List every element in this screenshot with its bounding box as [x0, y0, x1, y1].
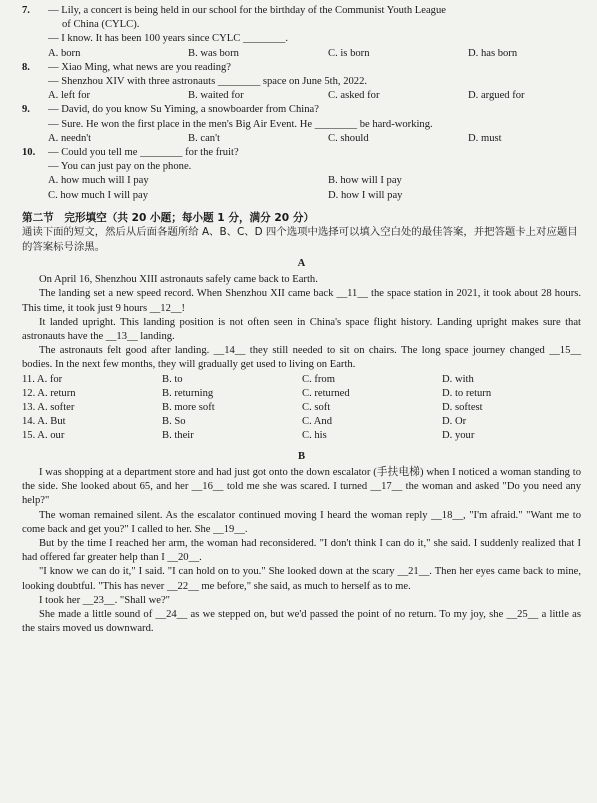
option[interactable]: 13. A. softer [22, 402, 75, 414]
option[interactable]: B. to [162, 373, 183, 385]
question-9 [22, 103, 581, 146]
options [22, 174, 581, 202]
passage-a-label: A [297, 258, 306, 270]
question-number: 9. [22, 104, 30, 116]
option[interactable]: 11. A. for [22, 373, 63, 385]
option[interactable]: B. So [162, 416, 186, 428]
option-b[interactable]: B. was born [188, 47, 239, 59]
option[interactable]: B. their [162, 430, 194, 442]
option[interactable]: D. to return [442, 387, 492, 399]
paragraph: I took her __23__. "Shall we?" [38, 594, 170, 606]
paragraph: It landed upright. This landing position is not often seen in China's space flight history. Landing upright makes sure that astronauts have the __13__ landing. [22, 316, 581, 343]
option[interactable]: C. And [302, 416, 333, 428]
option-d[interactable]: D. how I will pay [328, 189, 403, 201]
option-b[interactable]: B. how will I pay [328, 175, 402, 187]
option-a[interactable]: A. left for [48, 90, 91, 102]
paragraph: She made a little sound of __24__ as we stepped on, but we'd passed the point of no return. To my joy, she __25__ a little as the stairs moved us downward. [22, 608, 581, 635]
option[interactable]: C. soft [302, 402, 331, 414]
question-8 [22, 61, 581, 104]
section-instruction: 通读下面的短文，然后从后面各题所给 A、B、C、D 四个选项中选择可以填入空白处的最佳答案，并把答题卡上对应题目的答案标号涂黑。 [22, 226, 578, 254]
option-d[interactable]: D. must [468, 132, 502, 144]
option[interactable]: C. returned [302, 387, 350, 399]
paragraph: The landing set a new speed record. When Shenzhou XII came back __11__ the space station in 2021, it took about 28 hours. This time, it took just 9 hours __12__! [22, 288, 581, 314]
question-number: 8. [22, 61, 30, 73]
question-line: — You can just pay on the phone. [48, 161, 192, 173]
option[interactable]: C. from [302, 373, 335, 385]
option-b[interactable]: B. can't [188, 132, 220, 144]
paragraph: The woman remained silent. As the escalator continued moving I heard the woman reply __18__, "I'm afraid." "Want me to come back and get you?" I called to her. She __19__. [22, 509, 581, 535]
option-row-11 [22, 373, 581, 387]
option-c[interactable]: C. is born [328, 47, 370, 59]
question-line: — David, do you know Su Yiming, a snowboarder from China? [48, 104, 319, 116]
option[interactable]: 15. A. our [22, 430, 65, 442]
option[interactable]: D. Or [442, 416, 467, 428]
paragraph: On April 16, Shenzhou XIII astronauts safely came back to Earth. [38, 274, 318, 286]
question-line: — Shenzhou XIV with three astronauts ________ space on June 5th, 2022. [48, 76, 368, 88]
option-row-12 [22, 387, 581, 401]
question-7 [22, 4, 581, 61]
passage-b-label: B [297, 450, 306, 462]
question-line: of China (CYLC). [62, 19, 140, 31]
option-d[interactable]: D. has born [468, 47, 518, 59]
question-number: 7. [22, 5, 30, 16]
option-row-14 [22, 415, 581, 429]
question-line: — Lily, a concert is being held in our school for the birthday of the Communist Youth League [48, 5, 446, 16]
option-c[interactable]: C. how much I will pay [48, 189, 149, 201]
option[interactable]: B. returning [162, 387, 214, 399]
option[interactable]: 12. A. return [22, 387, 76, 399]
option[interactable]: D. your [442, 430, 475, 442]
question-line: — Could you tell me ________ for the fruit? [48, 147, 239, 159]
section-title: 第二节 完形填空（共 20 小题；每小题 1 分，满分 20 分） [22, 211, 315, 224]
option-a[interactable]: A. how much will I pay [48, 175, 149, 187]
passage-b [22, 466, 581, 636]
paragraph: "I know we can do it," I said. "I can hold on to you." She looked down at the scary __21__. Then her eyes came back to mine, looking doubtful. "This has never __22__ me before," she said, as much to herself as to me. [22, 566, 581, 592]
option[interactable]: 14. A. But [22, 416, 66, 428]
question-line: — Xiao Ming, what news are you reading? [48, 61, 231, 73]
option-b[interactable]: B. waited for [188, 90, 244, 102]
options [22, 89, 581, 103]
question-line: — Sure. He won the first place in the men's Big Air Event. He ________ be hard-working. [48, 118, 433, 130]
option-a[interactable]: A. needn't [48, 132, 92, 144]
option[interactable]: B. more soft [162, 402, 215, 414]
options [22, 132, 581, 146]
option-row-13 [22, 401, 581, 415]
paragraph: I was shopping at a department store and had just got onto the down escalator (手扶电梯) when I noticed a woman standing to the side. She looked about 65, and her __16__ told me she was scared. I turned __17__ the woman and asked "Do you need any help?" [22, 466, 581, 507]
question-10 [22, 146, 581, 203]
option-a[interactable]: A. born [48, 47, 81, 59]
option-c[interactable]: C. asked for [328, 90, 380, 102]
passage-a-options [22, 373, 581, 444]
option[interactable]: D. softest [442, 402, 483, 414]
option[interactable]: C. his [302, 430, 327, 442]
option-c[interactable]: C. should [328, 132, 369, 144]
options [22, 47, 581, 61]
option-row-15 [22, 429, 581, 443]
question-number: 10. [22, 147, 36, 159]
passage-a [22, 273, 581, 372]
option[interactable]: D. with [442, 373, 474, 385]
mc-section [22, 4, 581, 203]
option-d[interactable]: D. argued for [468, 90, 525, 102]
question-line: — I know. It has been 100 years since CYLC ________. [48, 33, 288, 45]
paragraph: The astronauts felt good after landing. __14__ they still needed to sit on chairs. The long space journey changed __15__ bodies. In the next few months, they will gradually get used to living on Earth. [22, 345, 581, 371]
paragraph: But by the time I reached her arm, the woman had reconsidered. "I don't think I can do it," she said. I suddenly realized that I had offered far greater help than I __20__. [22, 537, 581, 564]
